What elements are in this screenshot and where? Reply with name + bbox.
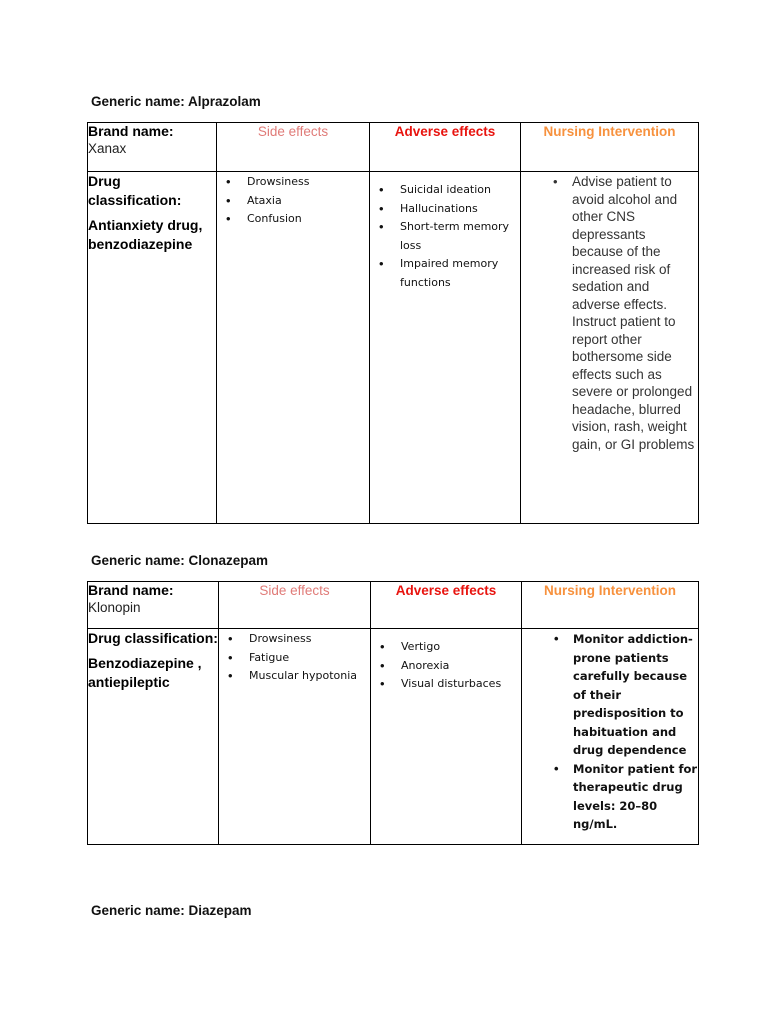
adverse-effects-list [370, 181, 520, 292]
drug-table [87, 122, 699, 524]
nursing-intervention-header-cell [522, 582, 699, 629]
list-item: • Monitor patient for therapeutic drug levels: 20–80 ng/mL. [522, 760, 698, 834]
list-item: • Hallucinations [370, 200, 520, 219]
adverse-effects-header-cell [371, 582, 522, 629]
side-effects-cell [217, 172, 370, 524]
list-item: • Visual disturbaces [371, 675, 521, 694]
table-header-row [88, 582, 699, 629]
list-item: • Vertigo [371, 638, 521, 657]
adverse-effects-list [371, 638, 521, 694]
list-item: • Drowsiness [217, 173, 369, 192]
drug-classification-cell [88, 172, 217, 524]
list-item: • Confusion [217, 210, 369, 229]
table-body-row [88, 172, 699, 524]
side-effects-header: Side effects [259, 583, 330, 598]
nursing-intervention-list [521, 173, 698, 453]
nursing-intervention-header: Nursing Intervention [543, 124, 676, 139]
list-item: • Muscular hypotonia [219, 667, 370, 686]
list-item: • Impaired memory functions [370, 255, 520, 292]
adverse-effects-header-cell [370, 123, 521, 172]
brand-name-value: Klonopin [88, 600, 141, 615]
drug-classification-label: Drug classification: [88, 173, 182, 208]
side-effects-list [217, 173, 369, 229]
nursing-intervention-header: Nursing Intervention [543, 583, 676, 598]
adverse-effects-header: Adverse effects [394, 124, 496, 139]
drug-classification-value: Benzodiazepine , antiepileptic [88, 655, 202, 690]
list-item: • Short-term memory loss [370, 218, 520, 255]
nursing-intervention-cell [521, 172, 699, 524]
list-item: • Fatigue [219, 649, 370, 668]
nursing-intervention-header-cell [521, 123, 699, 172]
table-body-row [88, 629, 699, 845]
list-item: • Suicidal ideation [370, 181, 520, 200]
brand-name-label: Brand name: [88, 582, 174, 598]
drug-table [87, 581, 699, 845]
adverse-effects-header: Adverse effects [395, 583, 497, 598]
side-effects-header-cell [217, 123, 370, 172]
list-item: • Advise patient to avoid alcohol and other CNS depressants because of the increased risk of sedation and adverse effects. Instruct patient to report other bothersome side effects such as severe or prolonged headache, blurred vision, rash, weight gain, or GI problems [521, 173, 698, 453]
list-item: • Anorexia [371, 657, 521, 676]
generic-name-heading: Generic name: Clonazepam [91, 553, 269, 568]
list-item: • Monitor addiction-prone patients carefully because of their predisposition to habituation and drug dependence [522, 630, 698, 760]
table-header-row [88, 123, 699, 172]
brand-name-value: Xanax [88, 141, 127, 156]
side-effects-header-cell [219, 582, 371, 629]
side-effects-header: Side effects [257, 124, 329, 139]
nursing-intervention-list [522, 630, 698, 834]
adverse-effects-cell [371, 629, 522, 845]
generic-name-heading: Generic name: Alprazolam [91, 94, 261, 109]
adverse-effects-cell [370, 172, 521, 524]
generic-name-heading: Generic name: Diazepam [91, 903, 252, 918]
brand-name-cell [88, 582, 219, 629]
list-item: • Ataxia [217, 192, 369, 211]
side-effects-cell [219, 629, 371, 845]
drug-classification-cell [88, 629, 219, 845]
drug-classification-value: Antianxiety drug, benzodiazepine [88, 217, 203, 252]
side-effects-list [219, 630, 370, 686]
drug-classification-label: Drug classification: [88, 630, 218, 646]
brand-name-label: Brand name: [88, 123, 174, 139]
list-item: • Drowsiness [219, 630, 370, 649]
brand-name-cell [88, 123, 217, 172]
nursing-intervention-cell [522, 629, 699, 845]
